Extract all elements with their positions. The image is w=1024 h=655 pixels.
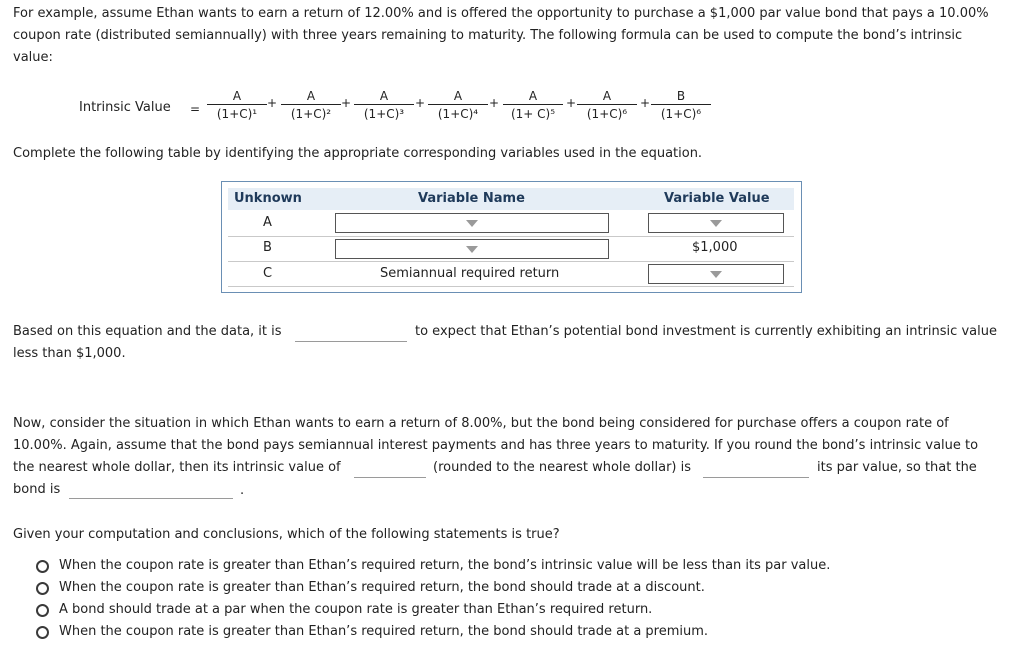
formula-plus: + xyxy=(267,96,278,110)
comparison-blank-dropdown[interactable] xyxy=(703,477,809,478)
formula-term-7 xyxy=(651,89,711,121)
option-4-label[interactable]: When the coupon rate is greater than Ethan’s required return, the bond should trade at a premium. xyxy=(59,624,709,639)
chevron-down-icon xyxy=(466,246,478,253)
chevron-down-icon xyxy=(710,220,722,227)
para3-line-3c: its par value, so that the xyxy=(817,460,977,475)
para2-after: to expect that Ethan’s potential bond investment is currently exhibiting an intrinsic value xyxy=(415,324,997,339)
term-numerator: A xyxy=(453,89,463,103)
term-denominator: (1+C)⁶ xyxy=(586,107,628,121)
formula-term-2 xyxy=(281,89,341,121)
header-unknown: Unknown xyxy=(234,191,302,206)
table-instruction: Complete the following table by identifying the appropriate corresponding variables used in the equation. xyxy=(13,146,703,161)
intro-line-3: value: xyxy=(13,50,53,65)
bond-status-blank-dropdown[interactable] xyxy=(69,498,233,499)
intrinsic-value-blank[interactable] xyxy=(354,477,426,478)
para3-period: . xyxy=(240,483,245,498)
row-b-variable-value: $1,000 xyxy=(692,240,738,255)
option-2-label[interactable]: When the coupon rate is greater than Ethan’s required return, the bond should trade at a discount. xyxy=(59,580,705,595)
term-denominator: (1+C)⁶ xyxy=(660,107,702,121)
term-numerator: A xyxy=(602,89,612,103)
row-c-variable-name: Semiannual required return xyxy=(380,266,560,281)
chevron-down-icon xyxy=(466,220,478,227)
intro-line-1: For example, assume Ethan wants to earn a return of 12.00% and is offered the opportunity to purchase a $1,000 par value bond that pays a 10.00% xyxy=(13,6,989,21)
option-3-label[interactable]: A bond should trade at a par when the coupon rate is greater than Ethan’s required return. xyxy=(59,602,653,617)
option-1-radio[interactable] xyxy=(36,560,49,573)
header-variable-value: Variable Value xyxy=(664,191,770,206)
para3-line-3b: (rounded to the nearest whole dollar) is xyxy=(433,460,692,475)
para3-line-1: Now, consider the situation in which Ethan wants to earn a return of 8.00%, but the bond being considered for purchase offers a coupon rate of xyxy=(13,416,949,431)
formula-plus: + xyxy=(640,96,651,110)
formula-equals: = xyxy=(190,102,201,116)
formula-label: Intrinsic Value xyxy=(79,100,171,115)
row-c-variable-value-dropdown[interactable] xyxy=(648,264,784,284)
term-numerator: B xyxy=(676,89,686,103)
formula-plus: + xyxy=(415,96,426,110)
option-3-radio[interactable] xyxy=(36,604,49,617)
formula-term-4 xyxy=(428,89,488,121)
formula-plus: + xyxy=(489,96,500,110)
row-b-variable-name-dropdown[interactable] xyxy=(335,239,609,259)
question-prompt: Given your computation and conclusions, which of the following statements is true? xyxy=(13,527,560,542)
term-denominator: (1+C)¹ xyxy=(216,107,258,121)
row-a-unknown: A xyxy=(263,215,272,230)
row-a-variable-value-dropdown[interactable] xyxy=(648,213,784,233)
table-header xyxy=(228,188,794,210)
formula-term-6 xyxy=(577,89,637,121)
term-denominator: (1+C)³ xyxy=(363,107,405,121)
option-2-radio[interactable] xyxy=(36,582,49,595)
formula-term-3 xyxy=(354,89,414,121)
option-4-radio[interactable] xyxy=(36,626,49,639)
row-a-variable-name-dropdown[interactable] xyxy=(335,213,609,233)
para3-line-2: 10.00%. Again, assume that the bond pays semiannual interest payments and has three years to maturity. If you round the bond’s intrinsic value to xyxy=(13,438,979,453)
chevron-down-icon xyxy=(710,271,722,278)
formula-plus: + xyxy=(341,96,352,110)
term-denominator: (1+C)⁴ xyxy=(437,107,479,121)
formula-term-5 xyxy=(503,89,563,121)
para3-line-4: bond is xyxy=(13,482,61,497)
para2-line-2: less than $1,000. xyxy=(13,346,126,361)
term-denominator: (1+C)² xyxy=(290,107,332,121)
term-numerator: A xyxy=(306,89,316,103)
option-1-label[interactable]: When the coupon rate is greater than Ethan’s required return, the bond’s intrinsic value will be less than its par value. xyxy=(59,558,831,573)
term-numerator: A xyxy=(379,89,389,103)
term-denominator: (1+ C)⁵ xyxy=(510,107,556,121)
formula-plus: + xyxy=(566,96,577,110)
term-numerator: A xyxy=(232,89,242,103)
para2-before: Based on this equation and the data, it is xyxy=(13,324,282,339)
intro-line-2: coupon rate (distributed semiannually) with three years remaining to maturity. The following formula can be used to compute the bond’s intrinsic xyxy=(13,28,963,43)
row-c-unknown: C xyxy=(263,266,273,281)
formula-term-1 xyxy=(207,89,267,121)
row-b-unknown: B xyxy=(263,240,272,255)
para2-blank-dropdown[interactable] xyxy=(295,341,407,342)
para3-line-3a: the nearest whole dollar, then its intrinsic value of xyxy=(13,460,341,475)
header-variable-name: Variable Name xyxy=(418,191,525,206)
term-numerator: A xyxy=(528,89,538,103)
variables-table xyxy=(221,181,802,293)
